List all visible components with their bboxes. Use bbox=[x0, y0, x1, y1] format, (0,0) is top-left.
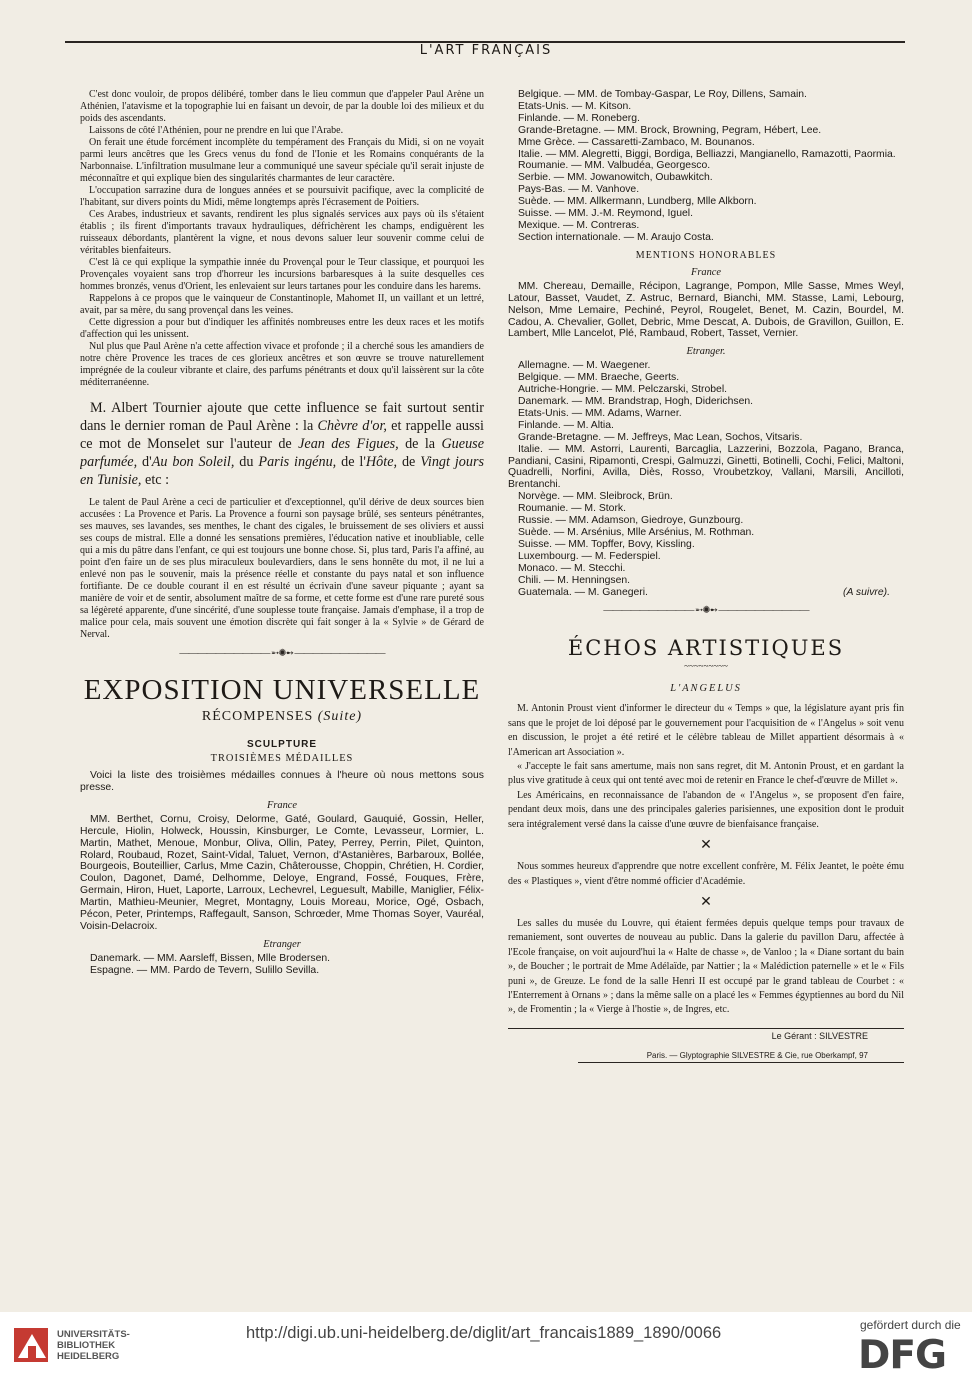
paragraph: Laissons de côté l'Athénien, pour ne prendre en lui que l'Arabe. bbox=[89, 125, 344, 136]
list-item: Espagne. — MM. Pardo de Tevern, Sulillo Sevilla. bbox=[90, 964, 320, 976]
list-item: Allemagne. — M. Waegener. bbox=[518, 360, 651, 372]
list-item: Finlande. — M. Roneberg. bbox=[518, 112, 640, 124]
list-item: Chili. — M. Henningsen. bbox=[518, 574, 631, 586]
list-item: Roumanie. — M. Stork. bbox=[518, 503, 626, 515]
publisher-line: Le Gérant : SILVESTRE bbox=[771, 1030, 868, 1041]
dfg-logo: DFG bbox=[858, 1333, 947, 1378]
cross-separator: ✕ bbox=[700, 838, 712, 854]
paragraph: On ferait une étude forcément incomplète du tempérament des Français du Midi, si on ne voyait parmi leurs ancêtres que les Grecs venus du fond de l'Ionie et les Romains conquérants de la Narbonnaise. L'infiltration musulmane leur a communiqué une saveur spéciale qu'il serait injuste de méconnaître et qui explique bien des singularités charmantes de leur caractère. bbox=[80, 137, 484, 184]
to-be-continued: (A suivre). bbox=[843, 586, 890, 598]
paragraph: Cette digression a pour but d'indiquer les affinités nombreuses entre les deux races et les motifs d'affection qui les unissent. bbox=[80, 317, 484, 340]
paragraph: L'occupation sarrazine dura de longues années et se poursuivit pacifique, avec la complicité de l'habitant, sur divers points du Midi, même longtemps après l'écrasement de Poitiers. bbox=[80, 185, 484, 208]
flourish: ~~~~~~~~~ bbox=[684, 661, 728, 672]
imprint-rule bbox=[578, 1062, 904, 1063]
list-item: Belgique. — MM. Braeche, Geerts. bbox=[518, 372, 680, 384]
list-item: Suisse. — MM. J.-M. Reymond, Iguel. bbox=[518, 208, 693, 220]
paragraph: « J'accepte le fait sans amertume, mais non sans regret, dit M. Antonin Proust, et en gardant la plus vive gratitude à ceux qui ont tenté avec moi de retenir en France le chef-d'œuvre de Millet ». bbox=[508, 761, 904, 787]
list-item: Autriche-Hongrie. — MM. Pelczarski, Strobel. bbox=[518, 384, 728, 396]
viewer-footer bbox=[0, 1312, 972, 1380]
name-list: MM. Berthet, Cornu, Croisy, Delorme, Gaté, Goulard, Gauquié, Gossin, Heller, Hercule, Hiolin, Holweck, Houssin, Kinsburger, Le Comte, Levasseur, Lormier, L. Martin, Mathet, Menoue, Monbur, Oliva, Ollin, Patey, Perrey, Perrin, Pilet, Quinton, Rolard, Roubaud, Rozet, Saint-Vidal, Taluet, Vernon, d'Astanières, Barbaroux, Bollée, Bourgeois, Bouteillier, Carlus, Mme Cazin, Châterousse, Choppin, Chrétien, H. Cordier, Coulon, Dagonet, Damé, Delhomme, Deloye, Engrand, Fossé, Fouques, Frère, Germain, Hiron, Huet, Laporte, Larroux, Lechevrel, Leguesult, Mabille, Maniglier, Félix-Martin, Mathieu-Meunier, Megret, Montagny, Louis Moreau, Morice, Ogé, Osbach, Pécon, Peter, Printemps, Raffegault, Sanson, Schrœder, Mme Thomas Soyer, Vauréal, Voisin-Delacroix. bbox=[80, 813, 484, 932]
list-item: Etats-Unis. — M. Kitson. bbox=[518, 100, 632, 112]
list-item: Suède. — MM. Allkermann, Lundberg, Mlle Alkborn. bbox=[518, 196, 757, 208]
list-item: Luxembourg. — M. Federspiel. bbox=[518, 550, 661, 562]
quoted-paragraph: Le talent de Paul Arène a ceci de particulier et d'exceptionnel, qu'il dérive de deux sources bien accusées : La Provence et Paris. La Provence a fourni son paysage brûlé, ses senteurs pénétrantes, ses mauves, ses lavandes, ses menthes, le chant des cigales, le bruissement de ses oliviers et aussi ses coups de mistral. Elle a donné les sensations premières, l'éducation native et inoubliable, celle qui a mis du pâtre dans l'enfant, ce qui est toujours une bonne chose. Si, plus tard, Paris l'a affiné, au point d'en faire un de ses plus miraculeux boulevardiers, dans le sens honnête du mot, il ne lui a enlevé non pas le souvenir, mais la présence réelle et constante du pays natal et son influence fortifiante. De ce double courant il en est résulté un écrivain d'une saveur piquante ; ayant sa manière de voir et de sentir, absolument maître de sa forme, et cette forme est d'une rare pureté sous sa légèreté apparente, d'une sincérité, d'une souplesse toute française. Jamais d'emphase, il a trop de malice pour cela, mais souvent une émotion discrète qui fait songer à la « Sylvie » de Gérard de Nerval. bbox=[80, 497, 484, 640]
paragraph: Les Américains, en reconnaissance de l'abandon de « l'Angelus », se proposent d'en faire, pendant deux mois, dans une des principales galeries parisiennes, une exposition dont le produit sera intégralement versé dans la caisse d'une œuvre de bienfaisance française. bbox=[508, 789, 904, 830]
section-title: EXPOSITION UNIVERSELLE bbox=[83, 674, 481, 706]
list-item: Etats-Unis. — MM. Adams, Warner. bbox=[518, 407, 682, 419]
section-title: ÉCHOS ARTISTIQUES bbox=[567, 636, 845, 661]
list-item: Monaco. — M. Stecchi. bbox=[518, 562, 626, 574]
list-item: Finlande. — M. Altia. bbox=[518, 419, 614, 431]
category-heading: SCULPTURE bbox=[246, 739, 318, 750]
large-paragraph: M. Albert Tournier ajoute que cette influence se fait surtout sentir dans le dernier roman de Paul Arène : la Chèvre d'or, et rappelle aussi ce mot de Monselet sur l'auteur de Jean des Figues, de la Gueuse parfumée, d'Au bon Soleil, du Paris ingénu, de l'Hôte, de Vingt jours en Tunisie, etc : bbox=[80, 400, 484, 488]
country-heading: Etranger. bbox=[686, 346, 726, 358]
ornament-divider: —————————— ➵✺➻ —————————— bbox=[603, 605, 809, 617]
list-item: Pays-Bas. — M. Vanhove. bbox=[518, 184, 640, 196]
permalink[interactable]: http://digi.ub.uni-heidelberg.de/diglit/art_francais1889_1890/0066 bbox=[246, 1324, 722, 1342]
list-item: Russie. — MM. Adamson, Giedroye, Gunzbourg. bbox=[518, 515, 744, 527]
list-item: Suisse. — MM. Topffer, Bovy, Kissling. bbox=[518, 538, 695, 550]
imprint-line: Paris. — Glyptographie SILVESTRE & Cie, rue Oberkampf, 97 bbox=[646, 1050, 868, 1060]
list-item: Mexique. — M. Contreras. bbox=[518, 219, 640, 231]
list-item: Italie. — MM. Astorri, Laurenti, Barcaglia, Lazzerini, Bozzola, Pagano, Branca, Pandiani, Casini, Ripamonti, Crespi, Galmuzzi, Ginetti, Botinelli, Cochi, Felici, Maltoni, Quadrelli, Norfini, Avilla, Diès, Rosso, Vroubetzkoy, Vallani, Marsili, Ancilloti, Brentanchi. bbox=[508, 443, 904, 491]
paragraph: C'est là ce qui explique la sympathie innée du Provençal pour le Teur classique, et pourquoi les Provençales voyaient sans trop d'horreur les incursions barbaresques à la suite desquelles ces hommes bronzés, venus d'Orient, les enlevaient sur leurs tartanes pour les conduire dans les harems. bbox=[80, 257, 484, 292]
paragraph: Voici la liste des troisièmes médailles connues à l'heure où nous mettons sous presse. bbox=[80, 770, 484, 793]
paragraph: M. Antonin Proust vient d'informer le directeur du « Temps » que, la législature ayant pris fin sans que le projet de loi déposé par le gouvernement pour l'acquisition de « l'Angelus » soit venu en discussion, le projet a été retiré et le célèbre tableau de Millet appartient désormais à « l'American art Association ». bbox=[508, 703, 904, 758]
library-logo-icon bbox=[12, 1322, 52, 1368]
library-name: UNIVERSITÄTS- BIBLIOTHEK HEIDELBERG bbox=[57, 1329, 130, 1362]
paragraph: C'est donc vouloir, de propos délibéré, tomber dans le lieu commun que d'appeler Paul Arène un Athénien, l'atavisme et la topographie lui en faisant un devoir, de par la double loi des milieux et du poids des ascendants. bbox=[80, 89, 484, 124]
funding-label: gefördert durch die bbox=[860, 1318, 961, 1332]
cross-separator: ✕ bbox=[700, 894, 712, 910]
list-item: Grande-Bretagne. — M. Jeffreys, Mac Lean, Sochos, Vitsaris. bbox=[518, 431, 803, 443]
running-title: L'ART FRANÇAIS bbox=[419, 43, 553, 58]
list-item: Mme Grèce. — Cassaretti-Zambaco, M. Bounanos. bbox=[518, 136, 755, 148]
right-column bbox=[508, 89, 904, 1289]
list-item: Belgique. — MM. de Tombay-Gaspar, Le Roy, Dillens, Samain. bbox=[518, 89, 807, 100]
list-item: Danemark. — MM. Aarsleff, Bissen, Mlle Brodersen. bbox=[90, 952, 331, 964]
list-item: Danemark. — MM. Brandstrap, Hogh, Diderichsen. bbox=[518, 396, 754, 408]
name-list: MM. Chereau, Demaille, Récipon, Lagrange, Pompon, Mlle Sasse, Mmes Weyl, Latour, Basset, Vaudet, Z. Astruc, Bernard, Bianchi, MM. Stasse, Lami, Lebourg, Nelson, Mme Lemaire, Pechiné, Peyrol, Rougelet, Benet, M. Cazin, Bourdel, M. Cadou, A. Chevalier, Gollet, Debric, Mme Descat, A. Dubois, de Gravillon, Guillon, E. Lambert, Mlle Lancelot, Plé, Rambaud, Robert, Tasset, Vernier. bbox=[508, 280, 904, 340]
list-item: Grande-Bretagne. — MM. Brock, Browning, Pegram, Hébert, Lee. bbox=[518, 124, 822, 136]
country-heading: France bbox=[690, 266, 721, 278]
list-item: Suède. — M. Arsénius, Mlle Arsénius, M. Rothman. bbox=[518, 527, 755, 538]
list-item: Norvège. — MM. Sleibrock, Brün. bbox=[518, 491, 673, 503]
left-column bbox=[80, 89, 484, 1269]
country-heading: Etranger bbox=[263, 938, 301, 950]
list-item: Italie. — MM. Alegretti, Biggi, Bordiga, Belliazzi, Mangianello, Ramazotti, Paormia. bbox=[518, 148, 896, 160]
paragraph: Rappelons à ce propos que le vainqueur de Constantinople, Mahomet II, un vaillant et un lettré, avait, par sa mère, du sang provençal dans les veines. bbox=[80, 293, 484, 316]
section-heading: MENTIONS HONORABLES bbox=[635, 249, 777, 261]
award-heading: TROISIÈMES MÉDAILLES bbox=[210, 753, 354, 764]
list-item: Section internationale. — M. Araujo Costa. bbox=[518, 231, 714, 243]
paragraph: Les salles du musée du Louvre, qui étaient fermées depuis quelque temps pour travaux de remaniement, sont ouvertes de nouveau au public. Dans la galerie du pavillon Daru, affectée à l'Ecole française, on voit aujourd'hui la « Halte de chasse », de Vanloo ; la « Diane sortant du bain », de Boucher ; le portrait de Mme Adélaïde, par Nattier ; la « Malédiction paternelle » et le « Fils puni », de Greuze. Le fond de la salle Henri II est occupé par le grand tableau de Courbet : « l'Enterrement à Ornans » ; dans la même salle on a placé les « Femmes égyptiennes au bord du Nil », de Fromentin ; la « Vierge à l'hostie », de Ingres, etc. bbox=[508, 917, 904, 1016]
footer-rule bbox=[508, 1028, 904, 1029]
paragraph: Nous sommes heureux d'apprendre que notre excellent confrère, M. Félix Jeantet, le poète ému des « Plastiques », vient d'être nommé officier d'Académie. bbox=[508, 861, 904, 887]
list-item: Roumanie. — MM. Valbudéa, Georgesco. bbox=[518, 160, 711, 172]
list-item: Serbie. — MM. Jowanowitch, Oubawkitch. bbox=[518, 172, 713, 184]
article-title: L'ANGELUS bbox=[670, 683, 742, 695]
country-heading: France bbox=[266, 799, 297, 811]
list-item: Guatemala. — M. Ganegeri. (A suivre). bbox=[518, 586, 890, 598]
paragraph: Ces Arabes, industrieux et savants, rendirent les plus signalés services aux pays où ils s'étaient établis ; ils firent d'importants travaux hydrauliques, défrichèrent les champs, endiguèrent les ruisseaux débordants, plantèrent la vigne, et nous devons saluer leur souvenir comme celui de véritables bienfaiteurs. bbox=[80, 209, 484, 256]
section-subtitle: RÉCOMPENSES (Suite) bbox=[201, 709, 363, 724]
paragraph: Nul plus que Paul Arène n'a cette affection vivace et profonde ; il a cherché sous les amandiers de notre chère Provence les traces de ces glorieux ancêtres et son œuvre se trouve naturellement imprégnée de la couleur vibrante et claire, des parfums pénétrants et doux qu'il laissèrent sur la côte méditerranéenne. bbox=[80, 341, 484, 388]
ornament-divider: —————————— ➵✺➻ —————————— bbox=[179, 648, 385, 659]
